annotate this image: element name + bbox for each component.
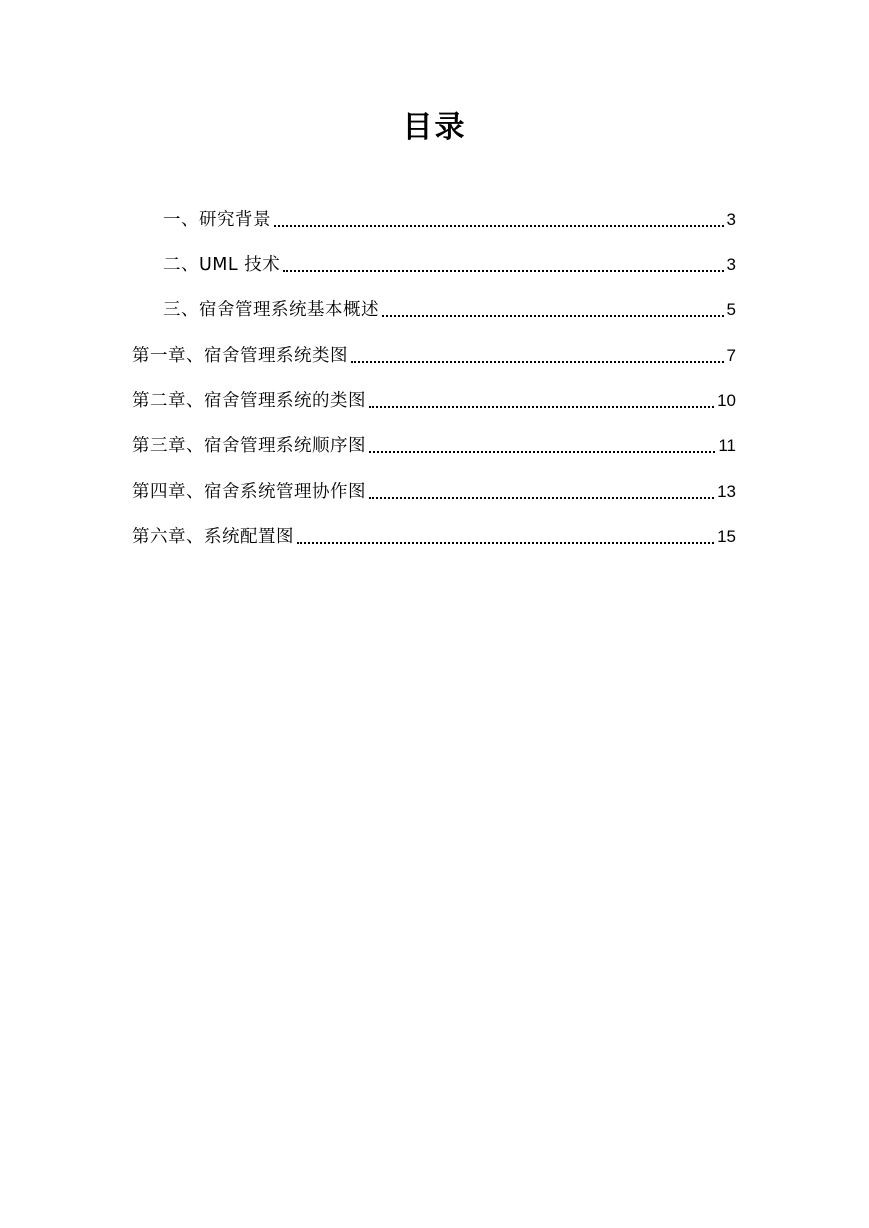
toc-dot-leader bbox=[351, 361, 724, 363]
toc-entry-label: 第六章、系统配置图 bbox=[132, 527, 294, 547]
toc-page-number: 3 bbox=[726, 255, 736, 274]
toc-dot-leader bbox=[274, 225, 724, 227]
toc-page-number: 10 bbox=[717, 391, 736, 410]
toc-entry-label: 第二章、宿舍管理系统的类图 bbox=[132, 391, 366, 411]
toc-title: 目录 bbox=[402, 110, 467, 145]
toc-page-number: 7 bbox=[726, 346, 736, 365]
toc-page-number: 3 bbox=[726, 210, 736, 229]
toc-page-number: 15 bbox=[717, 527, 736, 546]
toc-entry-label: 第三章、宿舍管理系统顺序图 bbox=[132, 436, 366, 456]
toc-entry-chapter-1[interactable] bbox=[132, 342, 736, 370]
toc-page-number: 5 bbox=[726, 300, 736, 319]
toc-dot-leader bbox=[369, 406, 714, 408]
toc-dot-leader bbox=[382, 315, 724, 317]
toc-entry-uml-technology[interactable] bbox=[163, 251, 736, 279]
toc-dot-leader bbox=[369, 497, 714, 499]
toc-entry-label: 二、UML 技术 bbox=[163, 255, 281, 275]
toc-entry-label: 一、研究背景 bbox=[163, 210, 271, 230]
toc-entry-chapter-6[interactable] bbox=[132, 523, 736, 551]
toc-entry-system-overview[interactable] bbox=[163, 296, 736, 324]
toc-entry-chapter-3[interactable] bbox=[132, 432, 736, 460]
toc-entry-label: 第一章、宿舍管理系统类图 bbox=[132, 346, 348, 366]
toc-entry-label: 三、宿舍管理系统基本概述 bbox=[163, 300, 379, 320]
toc-dot-leader bbox=[369, 451, 715, 453]
toc-entry-label: 第四章、宿舍系统管理协作图 bbox=[132, 482, 366, 502]
toc-entry-research-background[interactable] bbox=[163, 206, 736, 234]
toc-entry-chapter-4[interactable] bbox=[132, 478, 736, 506]
toc-page-number: 11 bbox=[718, 436, 736, 455]
toc-entry-chapter-2[interactable] bbox=[132, 387, 736, 415]
toc-dot-leader bbox=[297, 542, 714, 544]
toc-dot-leader bbox=[283, 270, 723, 272]
toc-page-number: 13 bbox=[717, 482, 736, 501]
